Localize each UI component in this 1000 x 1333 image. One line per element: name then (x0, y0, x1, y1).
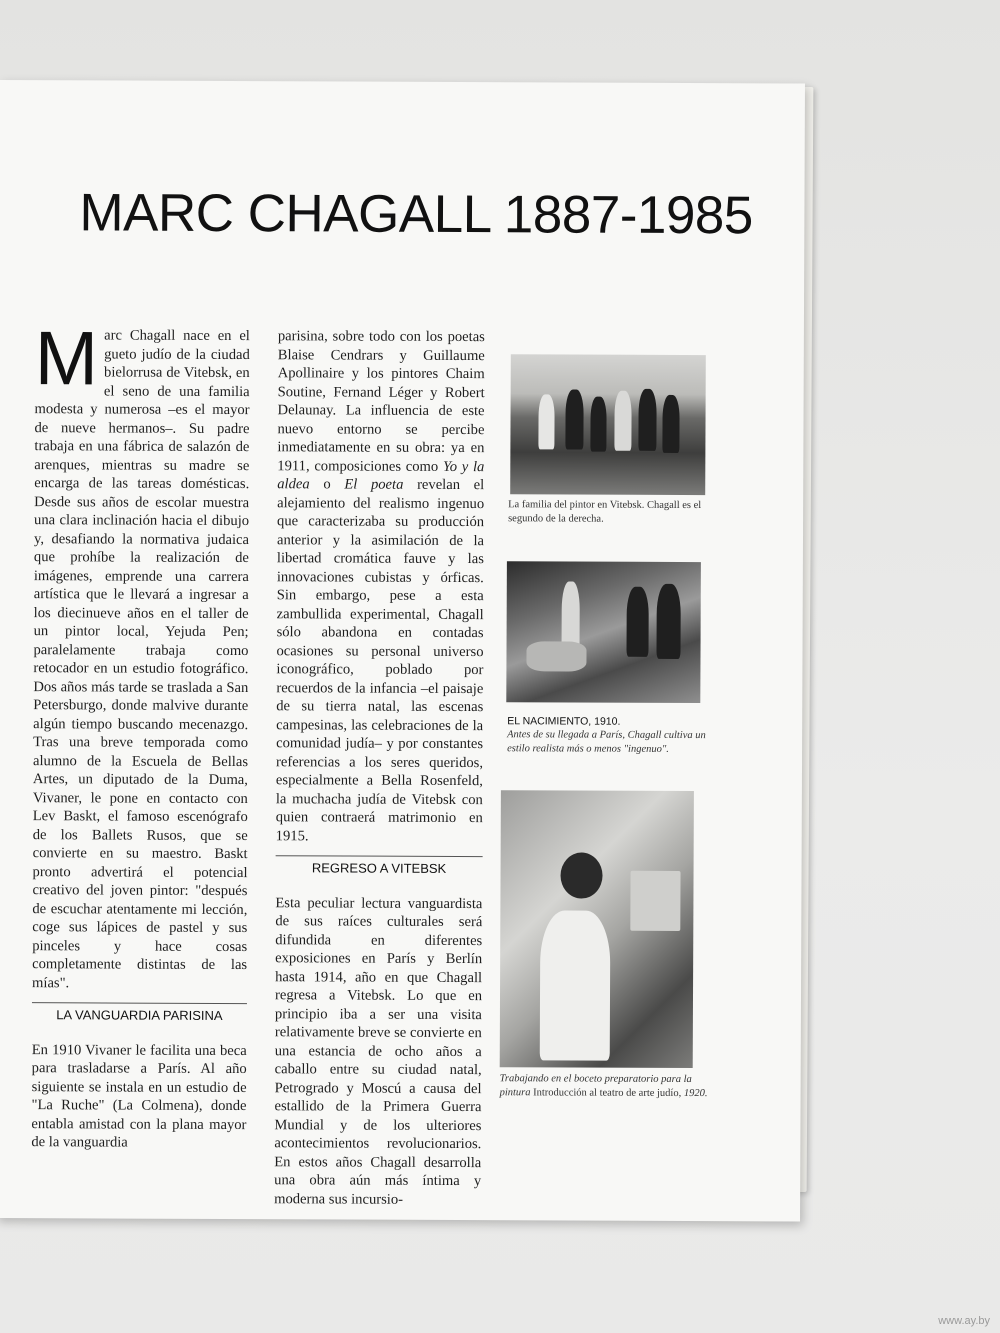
text-segment: o (309, 476, 345, 493)
figure-shape (656, 584, 680, 659)
paragraph-paris: En 1910 Vivaner le facilita una beca para trasladarse a París. Al año siguiente se instala en un estudio de "La Ruche" (La Colmena), donde entabla amistad con la plana mayor de la vanguardia (31, 1041, 247, 1151)
figure-shape (538, 394, 554, 449)
caption-working-photo (500, 1072, 710, 1101)
photo-chagall-painting (500, 790, 694, 1068)
text-segment: parisina, sobre todo con los poetas Blaise Cendrars y Guillaume Apollinaire y los pintores Chaim Soutine, Fernand Léger y Robert Delaunay. La influencia de este nuevo entorno se percibe inmediatamente en su obra: ya en 1911, composiciones como (277, 328, 485, 475)
canvas-shape (630, 871, 680, 931)
page-title: MARC CHAGALL 1887-1985 (79, 183, 753, 246)
drop-cap: M (34, 316, 99, 402)
caption-family-photo: La familia del pintor en Vitebsk. Chagall es el segundo de la derecha. (508, 499, 702, 525)
family-photo (510, 354, 706, 495)
figure-shape (540, 910, 611, 1060)
figure-shape (626, 587, 648, 657)
text-segment: revelan el alejamiento del realismo ingenuo que caracterizaba su producción anterior y la asimilación de la libertad cromática fauve y las innovaciones cubistas y órficas. Sin embargo, pese a esta zambullida experimental, Chagall sólo abandona en contadas ocasiones su personal universo iconográfico, poblado por recuerdos de la infancia –el paisaje de su tierra natal, las escenas campesinas, las celebraciones de la comunidad judía– y por constantes referencias a los seres queridos, especialmente a Bella Rosenfeld, la muchacha judía de Vitebsk con quien contraerá matrimonio en 1915. (275, 476, 485, 844)
head-shape (560, 852, 602, 898)
figure-shape (662, 395, 679, 453)
painting-el-nacimiento (506, 561, 701, 703)
bed-shape (526, 641, 586, 671)
watermark: www.ay.by (938, 1315, 990, 1327)
figure-shape (638, 389, 656, 451)
figure-shape (590, 397, 606, 452)
caption-artwork: Introducción al teatro de arte judío, (530, 1087, 684, 1099)
caption-title: EL NACIMIENTO, 1910. (507, 715, 621, 728)
text-column-1 (31, 316, 250, 1152)
section-heading-vanguardia: LA VANGUARDIA PARISINA (32, 1002, 247, 1025)
artwork-title: El poeta (344, 476, 404, 493)
book-page (0, 80, 805, 1222)
paragraph-influence (276, 327, 485, 846)
figure-shape (614, 391, 631, 451)
paragraph-return: Esta peculiar lectura vanguardista de sus raíces culturales será difundida en diferentes exposiciones en París y Berlín hasta 1914, año en que Chagall regresa a Vitebsk. Lo que en principio iba a ser una visita relativamente breve se convierte en una estancia de ocho años a caballo entre su ciudad natal, Petrogrado y Moscú a causa del estallido de la Primera Guerra Mundial y de los ulteriores acontecimientos revolucionarios. En estos años Chagall desarrolla una obra aún más íntima y moderna sus incursio- (274, 894, 483, 1208)
caption-text: Antes de su llegada a París, Chagall cultiva un estilo realista más o menos "ingenuo". (507, 729, 706, 755)
section-heading-vitebsk: REGRESO A VITEBSK (276, 855, 483, 878)
caption-el-nacimiento (507, 714, 717, 757)
artwork-title: Yo y la aldea (277, 458, 485, 493)
text-column-2 (274, 327, 485, 1209)
caption-text: Trabajando en el boceto preparatorio para la pintura (499, 1073, 692, 1099)
paragraph-intro: arc Chagall nace en el gueto judío de la ciudad bielorrusa de Vitebsk, en el seno de una familia modesta y numerosa –es el mayor de nueve hermanos–. Su padre trabaja en una fábrica de salazón de arenques, mientras su madre se encarga de las tareas domésticas. Desde sus años de escolar muestra una clara inclinación hacia el dibujo y, desafiando la normativa judaica que prohíbe la realización de imágenes, emprende una carrera artística que le llevará a ingresar a los diecinueve años en el taller de un pintor local, Yejuda Pen; paralelamente trabaja como retocador en un estudio fotográfico. Dos años más tarde se traslada a San Petersburgo, donde malvive durante algún tiempo buscando mecenazgo. Tras una breve temporada como alumno de la Escuela de Bellas Artes, un diputado de la Duma, Vivaner, le pone en contacto con Lev Baskt, el famoso escenógrafo de los Ballets Rusos, que se convierte en su maestro. Baskt pronto advertirá el potencial creativo del joven pintor: "después de escuchar atentamente mi lección, coge sus lápices de pastel y sus pinceles y hace cosas completamente distintas de las mías". (32, 327, 250, 991)
figure-shape (565, 389, 583, 449)
caption-year: 1920. (683, 1087, 708, 1100)
